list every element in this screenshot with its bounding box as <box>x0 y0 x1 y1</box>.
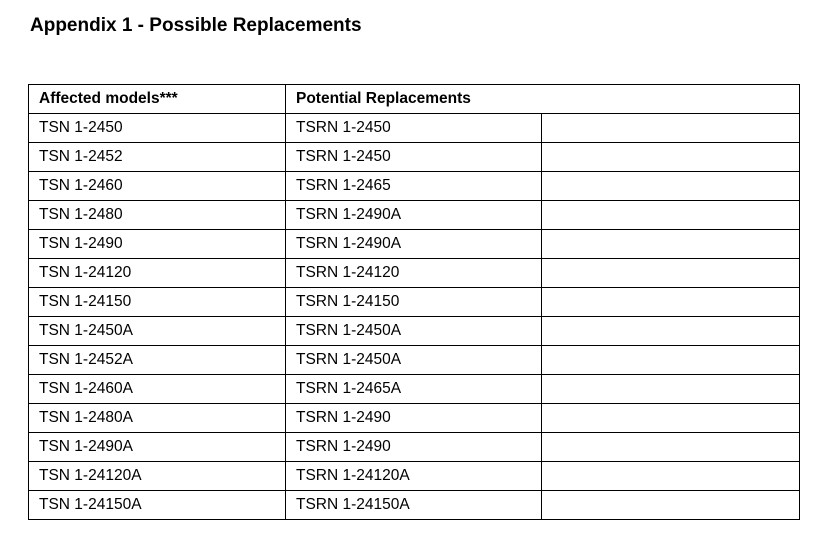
table-header-row <box>29 85 800 114</box>
affected-model-cell: TSN 1-24120 <box>29 259 286 288</box>
empty-cell <box>542 433 800 462</box>
empty-cell <box>542 114 800 143</box>
empty-cell <box>542 346 800 375</box>
page-title: Appendix 1 - Possible Replacements <box>30 15 362 36</box>
affected-model-cell: TSN 1-2460A <box>29 375 286 404</box>
table-row <box>29 346 800 375</box>
table-row <box>29 230 800 259</box>
potential-replacement-cell: TSRN 1-2450A <box>286 317 542 346</box>
potential-replacement-cell: TSRN 1-2450 <box>286 143 542 172</box>
affected-model-cell: TSN 1-2450A <box>29 317 286 346</box>
empty-cell <box>542 230 800 259</box>
potential-replacement-cell: TSRN 1-2490A <box>286 201 542 230</box>
table-row <box>29 172 800 201</box>
empty-cell <box>542 317 800 346</box>
affected-model-cell: TSN 1-24120A <box>29 462 286 491</box>
affected-model-cell: TSN 1-24150 <box>29 288 286 317</box>
potential-replacement-cell: TSRN 1-2465 <box>286 172 542 201</box>
potential-replacement-cell: TSRN 1-2490A <box>286 230 542 259</box>
empty-cell <box>542 201 800 230</box>
empty-cell <box>542 288 800 317</box>
affected-model-cell: TSN 1-2480 <box>29 201 286 230</box>
empty-cell <box>542 259 800 288</box>
affected-model-cell: TSN 1-2480A <box>29 404 286 433</box>
table-row <box>29 143 800 172</box>
affected-model-cell: TSN 1-2490 <box>29 230 286 259</box>
column-header-affected-models: Affected models*** <box>29 85 286 114</box>
empty-cell <box>542 491 800 520</box>
potential-replacement-cell: TSRN 1-2490 <box>286 404 542 433</box>
table-row <box>29 404 800 433</box>
affected-model-cell: TSN 1-2450 <box>29 114 286 143</box>
replacements-table <box>28 84 800 520</box>
table-row <box>29 317 800 346</box>
empty-cell <box>542 172 800 201</box>
empty-cell <box>542 143 800 172</box>
table-row <box>29 491 800 520</box>
potential-replacement-cell: TSRN 1-24150A <box>286 491 542 520</box>
empty-cell <box>542 375 800 404</box>
potential-replacement-cell: TSRN 1-2490 <box>286 433 542 462</box>
affected-model-cell: TSN 1-2490A <box>29 433 286 462</box>
table-row <box>29 462 800 491</box>
potential-replacement-cell: TSRN 1-24120 <box>286 259 542 288</box>
empty-cell <box>542 404 800 433</box>
potential-replacement-cell: TSRN 1-2450 <box>286 114 542 143</box>
empty-cell <box>542 462 800 491</box>
potential-replacement-cell: TSRN 1-2450A <box>286 346 542 375</box>
column-header-potential-replacements: Potential Replacements <box>286 85 800 114</box>
affected-model-cell: TSN 1-2460 <box>29 172 286 201</box>
table-row <box>29 375 800 404</box>
affected-model-cell: TSN 1-2452 <box>29 143 286 172</box>
table-row <box>29 259 800 288</box>
affected-model-cell: TSN 1-24150A <box>29 491 286 520</box>
table-row <box>29 433 800 462</box>
potential-replacement-cell: TSRN 1-2465A <box>286 375 542 404</box>
table-row <box>29 288 800 317</box>
affected-model-cell: TSN 1-2452A <box>29 346 286 375</box>
table-body <box>29 114 800 520</box>
table-row <box>29 114 800 143</box>
potential-replacement-cell: TSRN 1-24120A <box>286 462 542 491</box>
potential-replacement-cell: TSRN 1-24150 <box>286 288 542 317</box>
table-row <box>29 201 800 230</box>
